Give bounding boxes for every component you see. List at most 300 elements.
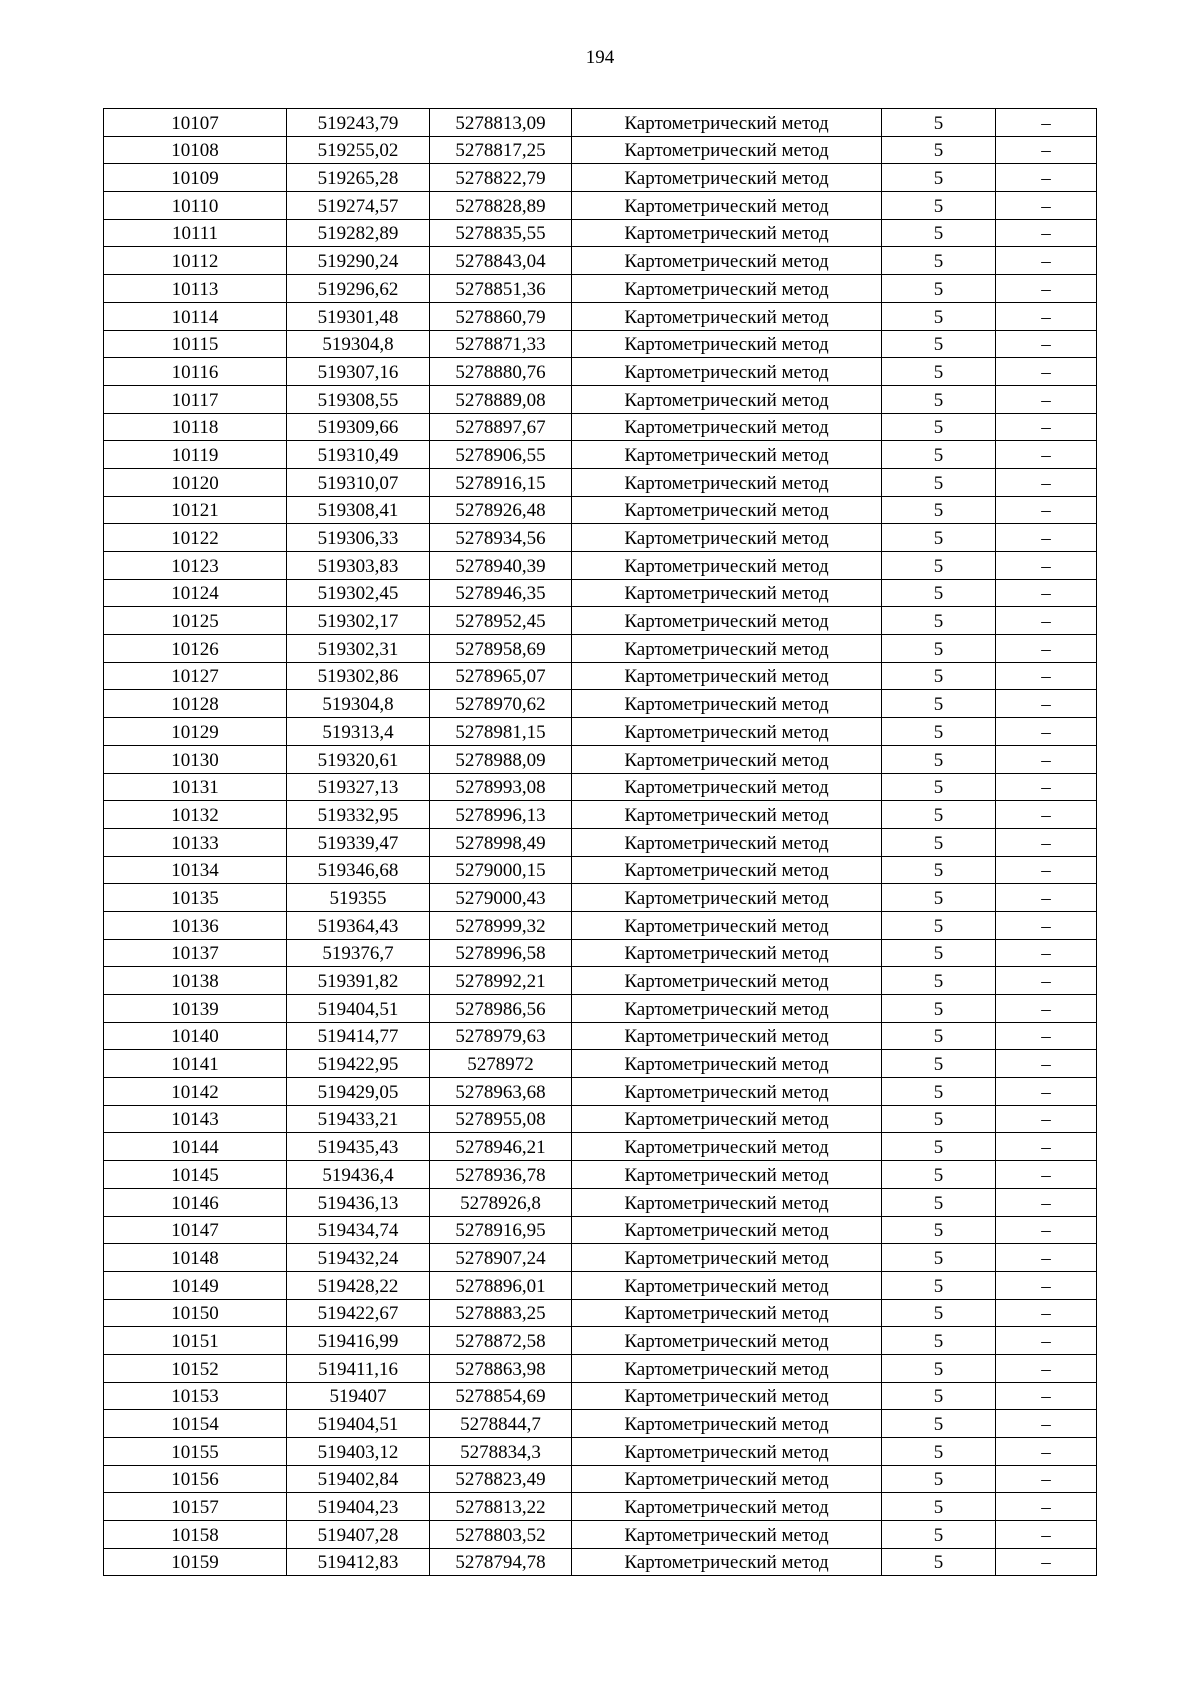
y-coordinate-cell: 5278988,09 (430, 745, 572, 773)
table-row (104, 995, 1097, 1023)
table-row (104, 1050, 1097, 1078)
description-cell: – (996, 662, 1097, 690)
point-number-cell: 10119 (104, 441, 287, 469)
table-row (104, 1493, 1097, 1521)
description-cell: – (996, 828, 1097, 856)
x-coordinate-cell: 519304,8 (287, 330, 430, 358)
method-cell: Картометрический метод (572, 219, 882, 247)
method-cell: Картометрический метод (572, 1327, 882, 1355)
accuracy-cell: 5 (882, 1078, 996, 1106)
description-cell: – (996, 385, 1097, 413)
point-number-cell: 10156 (104, 1465, 287, 1493)
x-coordinate-cell: 519404,51 (287, 995, 430, 1023)
x-coordinate-cell: 519308,41 (287, 496, 430, 524)
point-number-cell: 10132 (104, 801, 287, 829)
y-coordinate-cell: 5278926,8 (430, 1188, 572, 1216)
x-coordinate-cell: 519403,12 (287, 1438, 430, 1466)
accuracy-cell: 5 (882, 995, 996, 1023)
description-cell: – (996, 579, 1097, 607)
y-coordinate-cell: 5278828,89 (430, 192, 572, 220)
y-coordinate-cell: 5278981,15 (430, 718, 572, 746)
description-cell: – (996, 1382, 1097, 1410)
method-cell: Картометрический метод (572, 524, 882, 552)
method-cell: Картометрический метод (572, 1078, 882, 1106)
y-coordinate-cell: 5278970,62 (430, 690, 572, 718)
method-cell: Картометрический метод (572, 1244, 882, 1272)
table-row (104, 1548, 1097, 1576)
method-cell: Картометрический метод (572, 1022, 882, 1050)
method-cell: Картометрический метод (572, 441, 882, 469)
accuracy-cell: 5 (882, 275, 996, 303)
point-number-cell: 10125 (104, 607, 287, 635)
x-coordinate-cell: 519308,55 (287, 385, 430, 413)
point-number-cell: 10116 (104, 358, 287, 386)
accuracy-cell: 5 (882, 1050, 996, 1078)
point-number-cell: 10148 (104, 1244, 287, 1272)
table-row (104, 302, 1097, 330)
accuracy-cell: 5 (882, 1465, 996, 1493)
table-row (104, 1327, 1097, 1355)
description-cell: – (996, 441, 1097, 469)
method-cell: Картометрический метод (572, 745, 882, 773)
x-coordinate-cell: 519404,23 (287, 1493, 430, 1521)
x-coordinate-cell: 519309,66 (287, 413, 430, 441)
point-number-cell: 10140 (104, 1022, 287, 1050)
table-row (104, 164, 1097, 192)
description-cell: – (996, 1465, 1097, 1493)
description-cell: – (996, 995, 1097, 1023)
point-number-cell: 10143 (104, 1105, 287, 1133)
x-coordinate-cell: 519310,49 (287, 441, 430, 469)
table-row (104, 468, 1097, 496)
point-number-cell: 10135 (104, 884, 287, 912)
table-row (104, 1244, 1097, 1272)
y-coordinate-cell: 5278822,79 (430, 164, 572, 192)
y-coordinate-cell: 5278897,67 (430, 413, 572, 441)
accuracy-cell: 5 (882, 1133, 996, 1161)
table-row (104, 330, 1097, 358)
point-number-cell: 10158 (104, 1521, 287, 1549)
table-row (104, 413, 1097, 441)
table-row (104, 690, 1097, 718)
description-cell: – (996, 911, 1097, 939)
x-coordinate-cell: 519255,02 (287, 136, 430, 164)
point-number-cell: 10159 (104, 1548, 287, 1576)
method-cell: Картометрический метод (572, 662, 882, 690)
x-coordinate-cell: 519355 (287, 884, 430, 912)
x-coordinate-cell: 519274,57 (287, 192, 430, 220)
description-cell: – (996, 275, 1097, 303)
x-coordinate-cell: 519302,17 (287, 607, 430, 635)
point-number-cell: 10118 (104, 413, 287, 441)
description-cell: – (996, 939, 1097, 967)
table-row (104, 856, 1097, 884)
description-cell: – (996, 1188, 1097, 1216)
accuracy-cell: 5 (882, 1548, 996, 1576)
point-number-cell: 10145 (104, 1161, 287, 1189)
x-coordinate-cell: 519301,48 (287, 302, 430, 330)
point-number-cell: 10137 (104, 939, 287, 967)
x-coordinate-cell: 519282,89 (287, 219, 430, 247)
description-cell: – (996, 1521, 1097, 1549)
point-number-cell: 10154 (104, 1410, 287, 1438)
x-coordinate-cell: 519411,16 (287, 1354, 430, 1382)
y-coordinate-cell: 5278813,22 (430, 1493, 572, 1521)
y-coordinate-cell: 5278946,21 (430, 1133, 572, 1161)
y-coordinate-cell: 5279000,15 (430, 856, 572, 884)
y-coordinate-cell: 5278986,56 (430, 995, 572, 1023)
description-cell: – (996, 607, 1097, 635)
point-number-cell: 10144 (104, 1133, 287, 1161)
description-cell: – (996, 302, 1097, 330)
table-row (104, 884, 1097, 912)
y-coordinate-cell: 5278926,48 (430, 496, 572, 524)
method-cell: Картометрический метод (572, 136, 882, 164)
accuracy-cell: 5 (882, 413, 996, 441)
method-cell: Картометрический метод (572, 579, 882, 607)
y-coordinate-cell: 5278844,7 (430, 1410, 572, 1438)
method-cell: Картометрический метод (572, 247, 882, 275)
accuracy-cell: 5 (882, 718, 996, 746)
method-cell: Картометрический метод (572, 1410, 882, 1438)
x-coordinate-cell: 519265,28 (287, 164, 430, 192)
point-number-cell: 10149 (104, 1271, 287, 1299)
table-row (104, 1382, 1097, 1410)
y-coordinate-cell: 5278863,98 (430, 1354, 572, 1382)
accuracy-cell: 5 (882, 136, 996, 164)
table-row (104, 441, 1097, 469)
x-coordinate-cell: 519332,95 (287, 801, 430, 829)
x-coordinate-cell: 519416,99 (287, 1327, 430, 1355)
y-coordinate-cell: 5278883,25 (430, 1299, 572, 1327)
point-number-cell: 10109 (104, 164, 287, 192)
method-cell: Картометрический метод (572, 635, 882, 663)
table-row (104, 524, 1097, 552)
accuracy-cell: 5 (882, 1161, 996, 1189)
method-cell: Картометрический метод (572, 967, 882, 995)
table-row (104, 1161, 1097, 1189)
y-coordinate-cell: 5278896,01 (430, 1271, 572, 1299)
x-coordinate-cell: 519376,7 (287, 939, 430, 967)
page-number: 194 (585, 47, 615, 68)
accuracy-cell: 5 (882, 1188, 996, 1216)
method-cell: Картометрический метод (572, 468, 882, 496)
point-number-cell: 10114 (104, 302, 287, 330)
description-cell: – (996, 1438, 1097, 1466)
method-cell: Картометрический метод (572, 1438, 882, 1466)
description-cell: – (996, 1271, 1097, 1299)
table-row (104, 718, 1097, 746)
accuracy-cell: 5 (882, 441, 996, 469)
y-coordinate-cell: 5278936,78 (430, 1161, 572, 1189)
point-number-cell: 10151 (104, 1327, 287, 1355)
accuracy-cell: 5 (882, 1327, 996, 1355)
method-cell: Картометрический метод (572, 911, 882, 939)
method-cell: Картометрический метод (572, 358, 882, 386)
accuracy-cell: 5 (882, 192, 996, 220)
accuracy-cell: 5 (882, 164, 996, 192)
point-number-cell: 10112 (104, 247, 287, 275)
method-cell: Картометрический метод (572, 1493, 882, 1521)
x-coordinate-cell: 519303,83 (287, 552, 430, 580)
accuracy-cell: 5 (882, 745, 996, 773)
x-coordinate-cell: 519327,13 (287, 773, 430, 801)
table-row (104, 1133, 1097, 1161)
table-row (104, 1271, 1097, 1299)
accuracy-cell: 5 (882, 109, 996, 137)
y-coordinate-cell: 5278889,08 (430, 385, 572, 413)
x-coordinate-cell: 519306,33 (287, 524, 430, 552)
y-coordinate-cell: 5278916,95 (430, 1216, 572, 1244)
description-cell: – (996, 884, 1097, 912)
description-cell: – (996, 967, 1097, 995)
accuracy-cell: 5 (882, 1216, 996, 1244)
x-coordinate-cell: 519407,28 (287, 1521, 430, 1549)
method-cell: Картометрический метод (572, 828, 882, 856)
accuracy-cell: 5 (882, 1410, 996, 1438)
method-cell: Картометрический метод (572, 1188, 882, 1216)
point-number-cell: 10141 (104, 1050, 287, 1078)
table-row (104, 1105, 1097, 1133)
x-coordinate-cell: 519422,95 (287, 1050, 430, 1078)
y-coordinate-cell: 5278946,35 (430, 579, 572, 607)
point-number-cell: 10152 (104, 1354, 287, 1382)
point-number-cell: 10110 (104, 192, 287, 220)
x-coordinate-cell: 519320,61 (287, 745, 430, 773)
description-cell: – (996, 635, 1097, 663)
table-row (104, 275, 1097, 303)
y-coordinate-cell: 5278835,55 (430, 219, 572, 247)
description-cell: – (996, 109, 1097, 137)
x-coordinate-cell: 519402,84 (287, 1465, 430, 1493)
table-row (104, 579, 1097, 607)
accuracy-cell: 5 (882, 302, 996, 330)
description-cell: – (996, 1299, 1097, 1327)
method-cell: Картометрический метод (572, 385, 882, 413)
y-coordinate-cell: 5278803,52 (430, 1521, 572, 1549)
method-cell: Картометрический метод (572, 164, 882, 192)
description-cell: – (996, 496, 1097, 524)
point-number-cell: 10153 (104, 1382, 287, 1410)
x-coordinate-cell: 519243,79 (287, 109, 430, 137)
accuracy-cell: 5 (882, 552, 996, 580)
x-coordinate-cell: 519307,16 (287, 358, 430, 386)
table-row (104, 1465, 1097, 1493)
accuracy-cell: 5 (882, 1382, 996, 1410)
x-coordinate-cell: 519310,07 (287, 468, 430, 496)
y-coordinate-cell: 5278907,24 (430, 1244, 572, 1272)
point-number-cell: 10111 (104, 219, 287, 247)
method-cell: Картометрический метод (572, 1382, 882, 1410)
description-cell: – (996, 718, 1097, 746)
description-cell: – (996, 1354, 1097, 1382)
x-coordinate-cell: 519391,82 (287, 967, 430, 995)
accuracy-cell: 5 (882, 1493, 996, 1521)
point-number-cell: 10155 (104, 1438, 287, 1466)
description-cell: – (996, 1244, 1097, 1272)
point-number-cell: 10157 (104, 1493, 287, 1521)
table-row (104, 635, 1097, 663)
x-coordinate-cell: 519435,43 (287, 1133, 430, 1161)
table-row (104, 967, 1097, 995)
point-number-cell: 10138 (104, 967, 287, 995)
y-coordinate-cell: 5278823,49 (430, 1465, 572, 1493)
accuracy-cell: 5 (882, 967, 996, 995)
accuracy-cell: 5 (882, 607, 996, 635)
coordinates-table-body (104, 109, 1097, 1576)
x-coordinate-cell: 519304,8 (287, 690, 430, 718)
description-cell: – (996, 552, 1097, 580)
method-cell: Картометрический метод (572, 607, 882, 635)
point-number-cell: 10127 (104, 662, 287, 690)
table-row (104, 385, 1097, 413)
y-coordinate-cell: 5278993,08 (430, 773, 572, 801)
y-coordinate-cell: 5278965,07 (430, 662, 572, 690)
method-cell: Картометрический метод (572, 275, 882, 303)
y-coordinate-cell: 5278979,63 (430, 1022, 572, 1050)
method-cell: Картометрический метод (572, 302, 882, 330)
accuracy-cell: 5 (882, 1022, 996, 1050)
point-number-cell: 10130 (104, 745, 287, 773)
method-cell: Картометрический метод (572, 413, 882, 441)
y-coordinate-cell: 5278871,33 (430, 330, 572, 358)
table-row (104, 911, 1097, 939)
y-coordinate-cell: 5278843,04 (430, 247, 572, 275)
y-coordinate-cell: 5278972 (430, 1050, 572, 1078)
x-coordinate-cell: 519436,13 (287, 1188, 430, 1216)
coordinates-table (103, 108, 1097, 1576)
y-coordinate-cell: 5278851,36 (430, 275, 572, 303)
point-number-cell: 10120 (104, 468, 287, 496)
table-row (104, 358, 1097, 386)
method-cell: Картометрический метод (572, 496, 882, 524)
point-number-cell: 10113 (104, 275, 287, 303)
description-cell: – (996, 192, 1097, 220)
method-cell: Картометрический метод (572, 773, 882, 801)
accuracy-cell: 5 (882, 828, 996, 856)
description-cell: – (996, 801, 1097, 829)
table-row (104, 1022, 1097, 1050)
description-cell: – (996, 1105, 1097, 1133)
x-coordinate-cell: 519436,4 (287, 1161, 430, 1189)
y-coordinate-cell: 5278992,21 (430, 967, 572, 995)
y-coordinate-cell: 5278813,09 (430, 109, 572, 137)
point-number-cell: 10139 (104, 995, 287, 1023)
method-cell: Картометрический метод (572, 1216, 882, 1244)
method-cell: Картометрический метод (572, 1050, 882, 1078)
table-row (104, 136, 1097, 164)
table-row (104, 552, 1097, 580)
accuracy-cell: 5 (882, 524, 996, 552)
table-row (104, 773, 1097, 801)
accuracy-cell: 5 (882, 1244, 996, 1272)
method-cell: Картометрический метод (572, 1354, 882, 1382)
method-cell: Картометрический метод (572, 939, 882, 967)
table-row (104, 662, 1097, 690)
description-cell: – (996, 856, 1097, 884)
x-coordinate-cell: 519432,24 (287, 1244, 430, 1272)
description-cell: – (996, 1161, 1097, 1189)
x-coordinate-cell: 519407 (287, 1382, 430, 1410)
description-cell: – (996, 1022, 1097, 1050)
accuracy-cell: 5 (882, 1438, 996, 1466)
description-cell: – (996, 247, 1097, 275)
x-coordinate-cell: 519434,74 (287, 1216, 430, 1244)
point-number-cell: 10134 (104, 856, 287, 884)
point-number-cell: 10121 (104, 496, 287, 524)
description-cell: – (996, 773, 1097, 801)
description-cell: – (996, 468, 1097, 496)
point-number-cell: 10133 (104, 828, 287, 856)
x-coordinate-cell: 519290,24 (287, 247, 430, 275)
x-coordinate-cell: 519412,83 (287, 1548, 430, 1576)
point-number-cell: 10150 (104, 1299, 287, 1327)
table-row (104, 1521, 1097, 1549)
accuracy-cell: 5 (882, 1299, 996, 1327)
accuracy-cell: 5 (882, 635, 996, 663)
description-cell: – (996, 1493, 1097, 1521)
point-number-cell: 10129 (104, 718, 287, 746)
point-number-cell: 10136 (104, 911, 287, 939)
accuracy-cell: 5 (882, 1354, 996, 1382)
method-cell: Картометрический метод (572, 1299, 882, 1327)
accuracy-cell: 5 (882, 1521, 996, 1549)
description-cell: – (996, 1078, 1097, 1106)
method-cell: Картометрический метод (572, 1133, 882, 1161)
y-coordinate-cell: 5278854,69 (430, 1382, 572, 1410)
description-cell: – (996, 690, 1097, 718)
method-cell: Картометрический метод (572, 690, 882, 718)
table-row (104, 607, 1097, 635)
y-coordinate-cell: 5278872,58 (430, 1327, 572, 1355)
method-cell: Картометрический метод (572, 330, 882, 358)
table-row (104, 828, 1097, 856)
point-number-cell: 10146 (104, 1188, 287, 1216)
y-coordinate-cell: 5278963,68 (430, 1078, 572, 1106)
table-row (104, 1410, 1097, 1438)
point-number-cell: 10124 (104, 579, 287, 607)
accuracy-cell: 5 (882, 496, 996, 524)
table-row (104, 1078, 1097, 1106)
point-number-cell: 10107 (104, 109, 287, 137)
x-coordinate-cell: 519428,22 (287, 1271, 430, 1299)
x-coordinate-cell: 519346,68 (287, 856, 430, 884)
description-cell: – (996, 524, 1097, 552)
y-coordinate-cell: 5278794,78 (430, 1548, 572, 1576)
accuracy-cell: 5 (882, 801, 996, 829)
accuracy-cell: 5 (882, 939, 996, 967)
point-number-cell: 10128 (104, 690, 287, 718)
description-cell: – (996, 413, 1097, 441)
table-row (104, 192, 1097, 220)
accuracy-cell: 5 (882, 856, 996, 884)
x-coordinate-cell: 519302,45 (287, 579, 430, 607)
point-number-cell: 10108 (104, 136, 287, 164)
description-cell: – (996, 330, 1097, 358)
method-cell: Картометрический метод (572, 995, 882, 1023)
table-row (104, 1354, 1097, 1382)
accuracy-cell: 5 (882, 884, 996, 912)
accuracy-cell: 5 (882, 911, 996, 939)
y-coordinate-cell: 5278916,15 (430, 468, 572, 496)
accuracy-cell: 5 (882, 1105, 996, 1133)
description-cell: – (996, 745, 1097, 773)
x-coordinate-cell: 519364,43 (287, 911, 430, 939)
point-number-cell: 10122 (104, 524, 287, 552)
table-row (104, 219, 1097, 247)
y-coordinate-cell: 5278880,76 (430, 358, 572, 386)
y-coordinate-cell: 5278940,39 (430, 552, 572, 580)
